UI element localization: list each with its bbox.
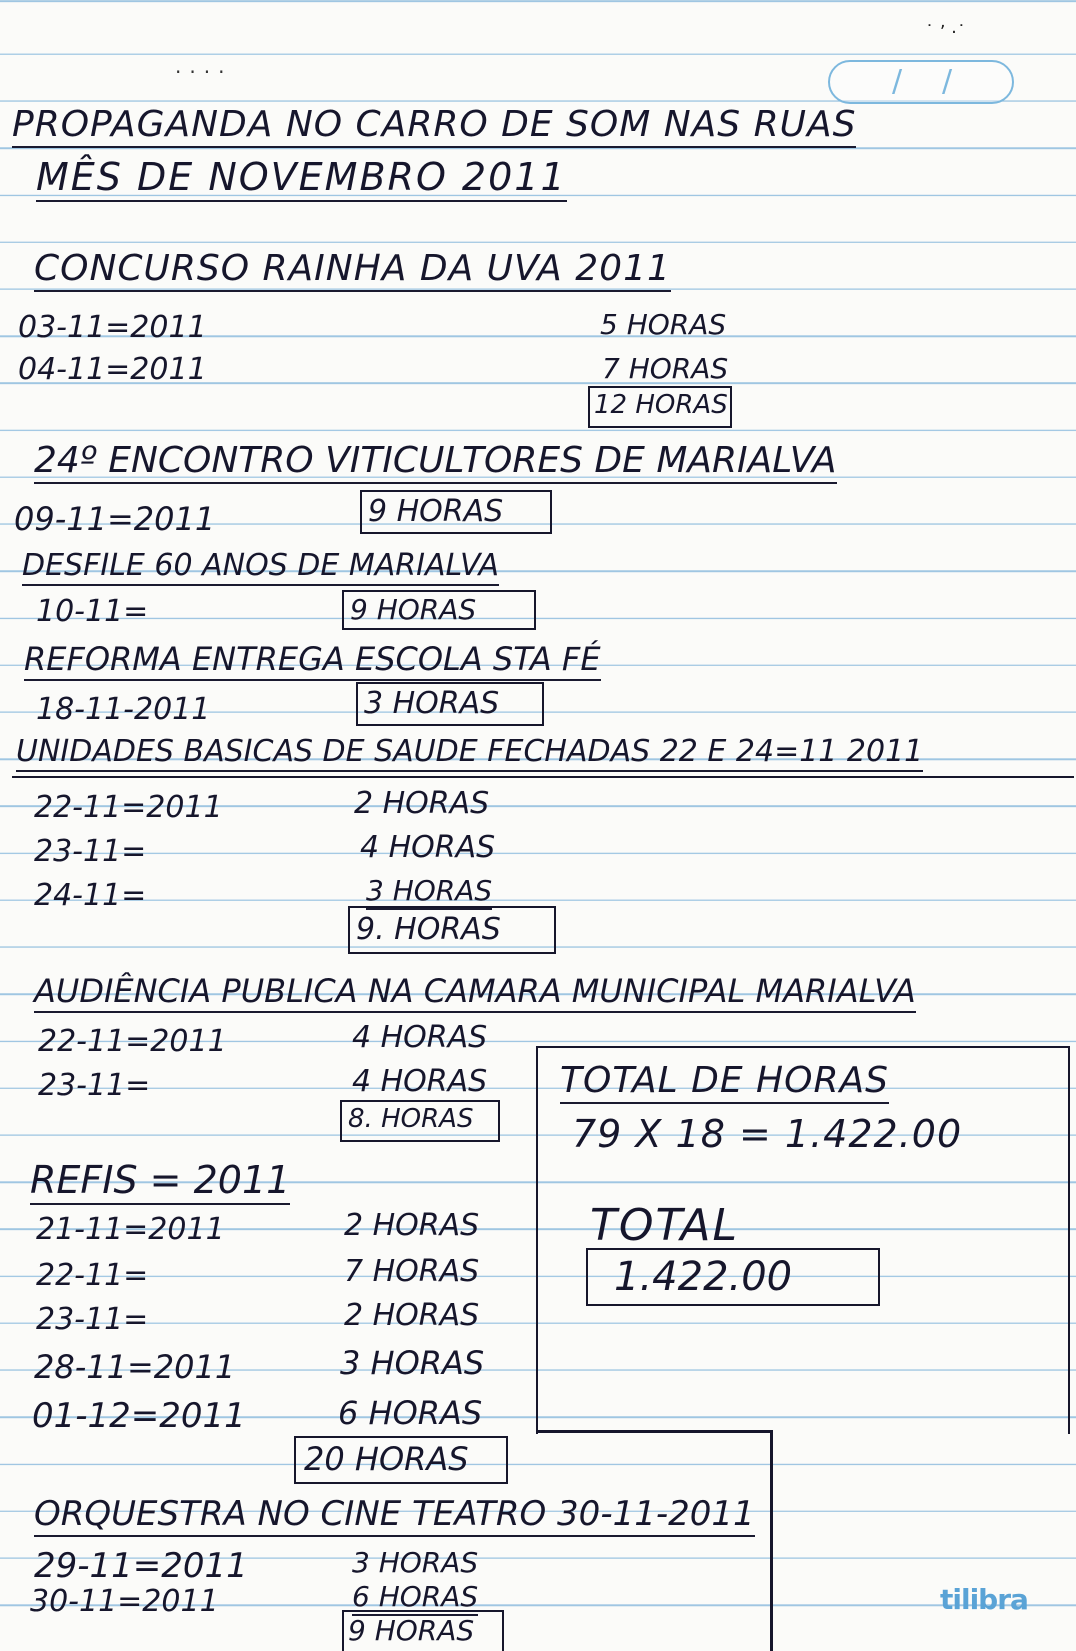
entry-date: 21-11=2011 xyxy=(36,1212,225,1247)
date-slash: / xyxy=(892,64,903,99)
subtotal-box xyxy=(356,682,544,726)
entry-hours: 4 HORAS xyxy=(360,830,496,865)
entry-hours: 6 HORAS xyxy=(352,1580,478,1616)
grand-total-value: 1.422.00 xyxy=(614,1254,793,1300)
title-line-2: MÊS DE NOVEMBRO 2011 xyxy=(36,155,567,202)
subtotal-value: 12 HORAS xyxy=(594,390,728,420)
entry-hours: 4 HORAS xyxy=(352,1064,488,1099)
divider xyxy=(12,776,1074,778)
entry-hours: 2 HORAS xyxy=(344,1298,480,1333)
entry-date: 29-11=2011 xyxy=(34,1546,248,1586)
entry-date: 18-11-2011 xyxy=(36,692,211,727)
entry-hours: 4 HORAS xyxy=(352,1020,488,1055)
date-slash: / xyxy=(942,64,953,99)
entry-date: 04-11=2011 xyxy=(18,352,207,387)
subtotal-box xyxy=(294,1436,508,1484)
entry-date: 10-11= xyxy=(36,594,149,629)
entry-date: 30-11=2011 xyxy=(30,1584,219,1619)
entry-date: 22-11=2011 xyxy=(34,790,223,825)
section-title-concurso: CONCURSO RAINHA DA UVA 2011 xyxy=(34,248,671,292)
subtotal-box xyxy=(340,1100,500,1142)
subtotal-value: 9 HORAS xyxy=(350,593,477,626)
entry-date: 01-12=2011 xyxy=(32,1396,246,1436)
section-title-reforma: REFORMA ENTREGA ESCOLA STA FÉ xyxy=(24,640,601,681)
subtotal-box xyxy=(342,590,536,630)
section-title-orquestra: ORQUESTRA NO CINE TEATRO 30-11-2011 xyxy=(34,1494,755,1537)
brand-logo: tilibra xyxy=(940,1583,1028,1616)
total-label: TOTAL xyxy=(590,1200,739,1251)
section-title-refis: REFIS = 2011 xyxy=(30,1158,290,1205)
subtotal-value: 9 HORAS xyxy=(348,1614,475,1647)
section-title-audiencia: AUDIÊNCIA PUBLICA NA CAMARA MUNICIPAL MARIALVA xyxy=(34,972,916,1013)
subtotal-value: 3 HORAS xyxy=(364,686,500,721)
entry-date: 22-11=2011 xyxy=(38,1024,227,1059)
entry-hours: 3 HORAS xyxy=(352,1546,479,1579)
title-line-1: PROPAGANDA NO CARRO DE SOM NAS RUAS xyxy=(12,104,856,148)
subtotal-box xyxy=(348,906,556,954)
entry-hours: 3 HORAS xyxy=(366,874,492,910)
subtotal-box xyxy=(360,490,552,534)
ink-dots: ···· xyxy=(175,60,233,84)
entry-date: 23-11= xyxy=(36,1302,149,1337)
entry-hours: 7 HORAS xyxy=(344,1254,480,1289)
entry-date: 23-11= xyxy=(38,1068,151,1103)
subtotal-value: 9. HORAS xyxy=(356,912,501,947)
subtotal-box xyxy=(588,386,732,428)
box-edge xyxy=(536,1430,772,1433)
section-title-unidades: UNIDADES BASICAS DE SAUDE FECHADAS 22 E 24=11 2011 xyxy=(16,734,923,772)
entry-hours: 6 HORAS xyxy=(338,1394,483,1432)
entry-hours: 2 HORAS xyxy=(344,1208,480,1243)
section-title-encontro: 24º ENCONTRO VITICULTORES DE MARIALVA xyxy=(34,440,837,484)
subtotal-value: 8. HORAS xyxy=(348,1104,474,1134)
entry-date: 23-11= xyxy=(34,834,147,869)
entry-date: 24-11= xyxy=(34,878,147,913)
entry-date: 03-11=2011 xyxy=(18,310,207,345)
entry-hours: 3 HORAS xyxy=(340,1344,485,1382)
entry-date: 28-11=2011 xyxy=(34,1348,236,1386)
ink-mark: ˙ ʼ ·˙ xyxy=(925,22,966,43)
subtotal-box xyxy=(342,1610,504,1651)
subtotal-value: 9 HORAS xyxy=(368,494,504,529)
entry-date: 22-11= xyxy=(36,1258,149,1293)
entry-hours: 2 HORAS xyxy=(354,786,490,821)
entry-hours: 7 HORAS xyxy=(602,352,729,385)
section-title-desfile: DESFILE 60 ANOS DE MARIALVA xyxy=(22,548,499,586)
subtotal-value: 20 HORAS xyxy=(304,1440,469,1478)
date-field xyxy=(828,60,1014,104)
entry-date: 09-11=2011 xyxy=(14,500,216,538)
total-calculation: 79 X 18 = 1.422.00 xyxy=(572,1112,963,1156)
entry-hours: 5 HORAS xyxy=(600,308,727,341)
grand-total-box xyxy=(586,1248,880,1306)
box-edge xyxy=(770,1430,773,1651)
total-hours-label: TOTAL DE HORAS xyxy=(560,1060,889,1104)
